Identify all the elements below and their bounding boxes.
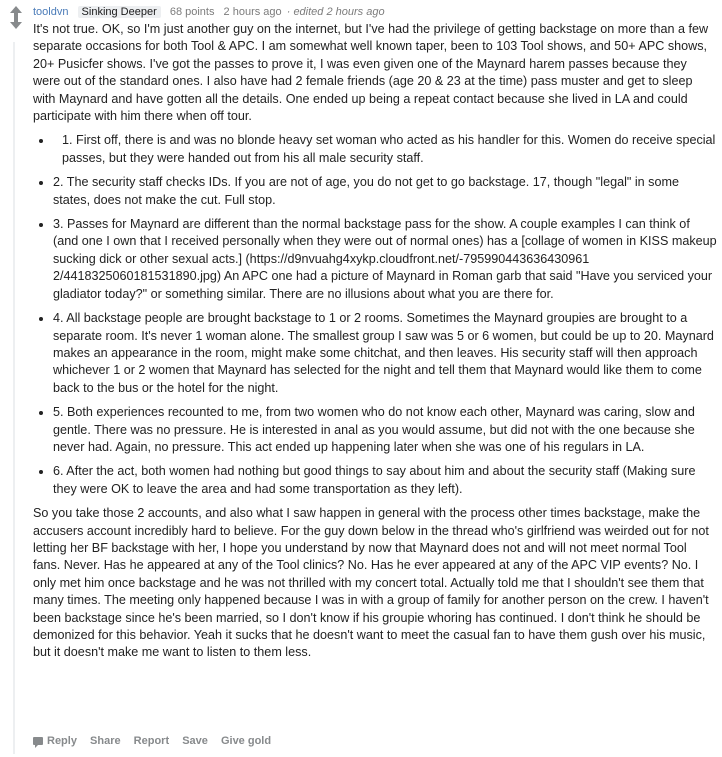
- paragraph: So you take those 2 accounts, and also what I saw happen in general with the process other times backstage, make the accusers account incredibly hard to believe. For the guy down below in the thread who's girlfriend was weirded out for not letting her BF backstage with her, I hope you understand by now that Maynard does not and will not meet normal Tool fans. Never. Has he appeared at any of the Tool clinics? No. Has he ever appeared at any of the APC VIP events? No. I only met him once backstage and he was not thrilled with my concert total. Actually told me that I shouldn't see them that many times. The meeting only happened because I was in with a group of family for another person on the crew. I haven't been backstage since he's been married, so I don't know if his groupie whoring has continued. I don't think he should be demonized for this behavior. Yeah it sucks that he doesn't want to meet the casual fan to have them gush over his music, but it doesn't make me want to listen to them less.: [33, 506, 709, 660]
- list-item: [53, 132, 717, 167]
- points-count: 68 points: [169, 6, 215, 18]
- list-item: [53, 310, 717, 397]
- give-gold-button[interactable]: Give gold: [220, 735, 272, 747]
- list-item: [53, 404, 717, 456]
- bullet-list: [33, 132, 717, 498]
- downvote-arrow-icon[interactable]: [10, 22, 22, 29]
- report-button[interactable]: Report: [133, 735, 170, 747]
- comment-actions: [33, 735, 281, 747]
- timestamp: 2 hours ago: [223, 6, 282, 18]
- reply-button[interactable]: [33, 735, 77, 747]
- list-item: [53, 216, 717, 303]
- comment-content: [33, 4, 717, 669]
- speech-bubble-icon: [33, 737, 43, 745]
- list-item-text: • 3. Passes for Maynard are different than the normal backstage pass for the show. A couple examples I can think of (and one I own that I received personally when they were out of normal ones) has a [collage of women in KISS makeup sucking dick or other sexual acts.] (https://d9nvuahg4xykp.cloudfront.net/-795990443636430961 2/4418325060181531890.jpg) An APC one had a picture of Maynard in Roman garb that said "Have you serviced your gladiator today?" or something similar. There are no illusions about what you are there for.: [53, 217, 717, 301]
- save-button[interactable]: Save: [182, 735, 208, 747]
- thread-collapse-line[interactable]: [13, 42, 15, 754]
- upvote-arrow-icon[interactable]: [10, 6, 22, 13]
- list-item: [53, 174, 717, 209]
- list-item-text: • 1. First off, there is and was no blonde heavy set woman who acted as his handler for this. Women do receive special passes, but they were handed out from his all male security staff.: [62, 133, 716, 165]
- paragraph: It's not true. OK, so I'm just another guy on the internet, but I've had the privilege of getting backstage on more than a few separate occasions for both Tool & APC. I am somewhat well known taper, been to 103 Tool shows, and 50+ APC shows, 20+ Pusicfer shows. I've got the passes to prove it, I was even given one of the Maynard harem passes because they were out of the standard ones. I also have had 2 female friends (age 20 & 23 at the time) pass muster and get to sleep with Maynard and have gotten all the details. One ended up being a repeat contact because she lived in LA and could participate with him there when off tour.: [33, 22, 709, 124]
- list-item: [53, 463, 717, 498]
- comment-body: [33, 21, 717, 662]
- edited-timestamp: · edited 2 hours ago: [286, 6, 385, 18]
- share-button[interactable]: Share: [90, 735, 121, 747]
- list-item-text: • 5. Both experiences recounted to me, from two women who do not know each other, Maynard was caring, slow and gentle. There was no pressure. He is interested in anal as you would assume, but did not with the one because she never had. Again, no pressure. This act ended up happening later when she was one of his regulars in LA.: [53, 405, 695, 454]
- list-item-text: • 4. All backstage people are brought backstage to 1 or 2 rooms. Sometimes the Maynard groupies are brought to a separate room. It's never 1 woman alone. The smallest group I saw was 5 or 6 women, but could be up to 20. Maynard makes an appearance in the room, might make some chitchat, and then leaves. His security staff will then approach whichever 1 or 2 women that Maynard has selected for the night and tell them that Maynard would like them to come back to the bus or the hotel for the night.: [53, 311, 714, 395]
- user-flair: Sinking Deeper: [78, 6, 161, 18]
- comment-meta: [33, 4, 717, 21]
- vote-controls: [8, 6, 24, 29]
- list-item-text: • 6. After the act, both women had nothing but good things to say about him and about the security staff (Making sure they were OK to leave the area and had some transportation as they left).: [53, 464, 696, 496]
- list-item-text: • 2. The security staff checks IDs. If you are not of age, you do not get to go backstage. 17, though "legal" in some states, does not make the cut. Full stop.: [53, 175, 679, 207]
- reply-label: Reply: [47, 735, 77, 747]
- author-link[interactable]: tooldvn: [33, 6, 69, 18]
